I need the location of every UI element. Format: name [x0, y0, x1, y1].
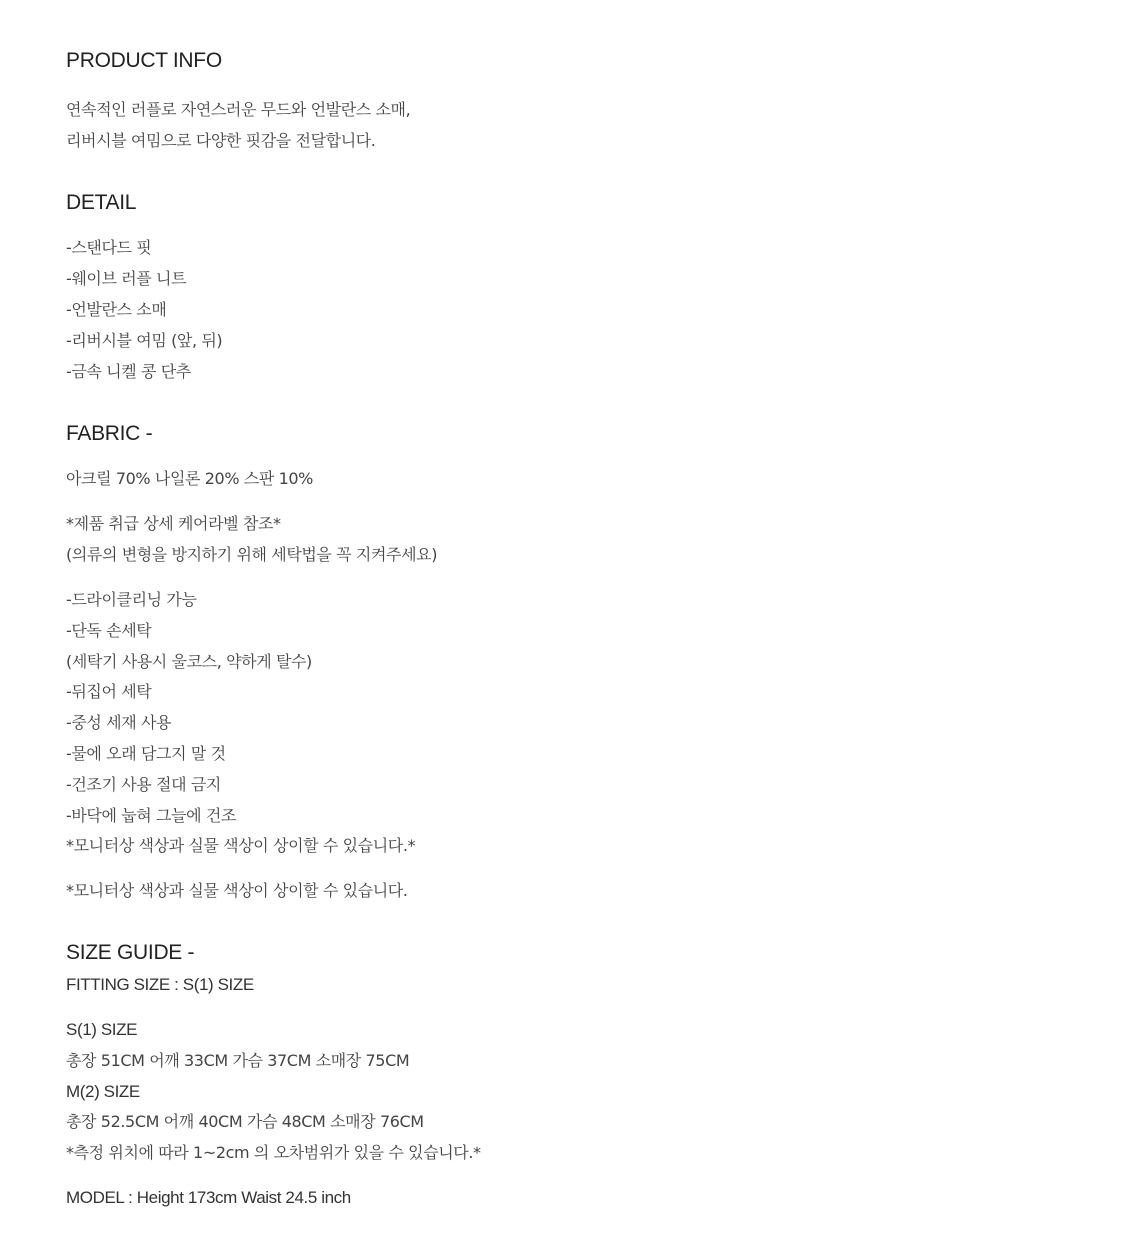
- size-guide-heading: SIZE GUIDE -: [66, 941, 195, 964]
- product-info-line: 리버시블 여밈으로 다양한 핏감을 전달합니다.: [66, 131, 376, 150]
- detail-item: -리버시블 여밈 (앞, 뒤): [66, 331, 223, 350]
- monitor-color-note: *모니터상 색상과 실물 색상이 상이할 수 있습니다.: [66, 881, 408, 900]
- detail-item: -언발란스 소매: [66, 300, 167, 319]
- detail-item: -금속 니켈 콩 단추: [66, 362, 191, 381]
- care-item: -중성 세재 사용: [66, 713, 172, 732]
- care-item: -건조기 사용 절대 금지: [66, 775, 221, 794]
- care-label-note: *제품 취급 상세 케어라벨 참조*: [66, 514, 281, 533]
- size-label: M(2) SIZE: [66, 1082, 140, 1101]
- product-info-line: 연속적인 러플로 자연스러운 무드와 언발란스 소매,: [66, 100, 411, 119]
- size-label: S(1) SIZE: [66, 1020, 138, 1039]
- care-item: *모니터상 색상과 실물 색상이 상이할 수 있습니다.*: [66, 836, 416, 855]
- size-measurements: 총장 51CM 어깨 33CM 가슴 37CM 소매장 75CM: [66, 1051, 410, 1070]
- care-item: (세탁기 사용시 울코스, 약하게 탈수): [66, 652, 312, 671]
- care-instruction-note: (의류의 변형을 방지하기 위해 세탁법을 꼭 지켜주세요): [66, 545, 438, 564]
- care-item: -드라이클리닝 가능: [66, 590, 197, 609]
- size-measurements: 총장 52.5CM 어깨 40CM 가슴 48CM 소매장 76CM: [66, 1112, 424, 1131]
- detail-heading: DETAIL: [66, 191, 137, 214]
- care-item: -단독 손세탁: [66, 621, 152, 640]
- care-item: -바닥에 눕혀 그늘에 건조: [66, 806, 236, 825]
- detail-item: -웨이브 러플 니트: [66, 269, 187, 288]
- detail-item: -스탠다드 핏: [66, 238, 152, 257]
- measurement-error-note: *측정 위치에 따라 1~2cm 의 오차범위가 있을 수 있습니다.*: [66, 1143, 481, 1162]
- care-item: -뒤집어 세탁: [66, 682, 152, 701]
- fitting-size: FITTING SIZE : S(1) SIZE: [66, 975, 254, 994]
- fabric-composition: 아크릴 70% 나일론 20% 스판 10%: [66, 469, 313, 488]
- product-info-heading: PRODUCT INFO: [66, 49, 222, 72]
- model-info: MODEL : Height 173cm Waist 24.5 inch: [66, 1188, 351, 1207]
- care-item: -물에 오래 담그지 말 것: [66, 744, 226, 763]
- fabric-heading: FABRIC -: [66, 422, 153, 445]
